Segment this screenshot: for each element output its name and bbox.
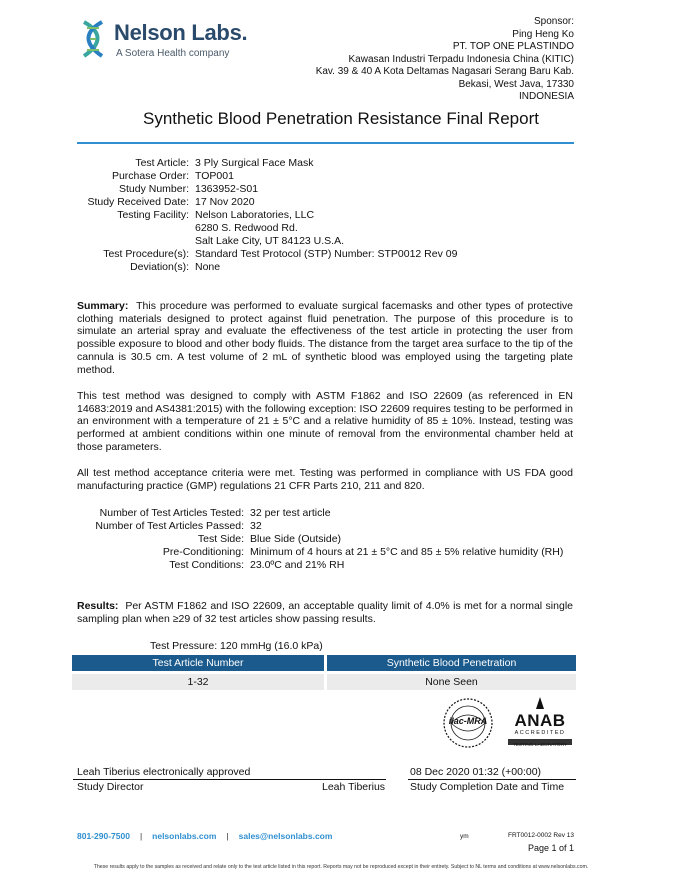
anab-seal bbox=[504, 695, 576, 751]
study-info-row bbox=[40, 222, 457, 235]
test-info-row bbox=[60, 507, 563, 520]
test-pressure: Test Pressure: 120 mmHg (16.0 kPa) bbox=[150, 640, 323, 652]
summary-text: This procedure was performed to evaluate surgical facemasks and other types of protective clothing materials designed to protect against fluid penetration. The purpose of this procedure is to simulate an arterial spray and evaluate the effectiveness of the test article in protecting the user from possible exposure to blood and other body fluids. The distance from the target area surface to the tip of the cannula is 30.5 cm. A test volume of 2 mL of synthetic blood was employed using the targeting plate method. bbox=[77, 300, 573, 376]
test-info-value: Blue Side (Outside) bbox=[250, 533, 342, 545]
test-info-row bbox=[60, 520, 563, 533]
study-info-value: None bbox=[195, 261, 221, 273]
results-text: Per ASTM F1862 and ISO 22609, an acceptable quality limit of 4.0% is met for a normal single sampling plan when ≥29 of 32 test articles show passing results. bbox=[77, 600, 573, 625]
test-info-label: Test Side: bbox=[197, 533, 244, 545]
study-info-value: 1363952-S01 bbox=[195, 183, 259, 195]
test-info-row bbox=[60, 546, 563, 559]
study-info-row bbox=[40, 196, 457, 209]
test-info-value: Minimum of 4 hours at 21 ± 5°C and 85 ± 5% relative humidity (RH) bbox=[250, 546, 564, 558]
study-info-label bbox=[40, 235, 195, 248]
study-info-label: Purchase Order: bbox=[111, 170, 189, 182]
test-info-label: Number of Test Articles Tested: bbox=[99, 507, 244, 519]
accreditation-seals bbox=[442, 695, 576, 755]
column-header: Synthetic Blood Penetration bbox=[327, 655, 576, 671]
footer-phone: 801-290-7500 bbox=[77, 831, 130, 841]
study-info-value: 3 Ply Surgical Face Mask bbox=[195, 157, 314, 169]
results-table-header bbox=[72, 655, 576, 671]
test-info-row bbox=[60, 533, 563, 546]
study-info-label: Test Procedure(s): bbox=[103, 248, 189, 260]
anab-text: ANAB bbox=[514, 711, 566, 730]
table-row bbox=[72, 674, 576, 690]
logo-tagline: A Sotera Health company bbox=[116, 48, 230, 59]
sponsor-line: Kawasan Industri Terpadu Indonesia China (KITIC) bbox=[348, 53, 574, 65]
test-info bbox=[60, 507, 563, 572]
sponsor-line: PT. TOP ONE PLASTINDO bbox=[452, 41, 574, 52]
approval-date: 08 Dec 2020 01:32 (+00:00) bbox=[410, 766, 542, 778]
study-info-value: Standard Test Protocol (STP) Number: STP0012 Rev 09 bbox=[195, 248, 458, 260]
compliance-paragraph: This test method was designed to comply with ASTM F1862 and ISO 22609 (as referenced in EN 14683:2019 and AS4381:2015) with the following exception: ISO 22609 requires testing to be performed in an environment with a temperature of 21 ± 5°C and a relative humidity of 85 ± 10%. Instead, testing was performed at ambient conditions within one minute of removal from the environmental chamber held at those parameters. bbox=[77, 390, 573, 453]
signature-line bbox=[73, 779, 386, 780]
footer-website-link[interactable]: nelsonlabs.com bbox=[152, 831, 217, 841]
study-info-value: Nelson Laboratories, LLC bbox=[195, 209, 315, 221]
sponsor-line: Kav. 39 & 40 A Kota Deltamas Nagasari Serang Baru Kab. bbox=[315, 66, 574, 77]
footer-email-link[interactable]: sales@nelsonlabs.com bbox=[238, 831, 333, 841]
study-info-row bbox=[40, 248, 457, 261]
study-info-label: Test Article: bbox=[135, 157, 189, 169]
study-info-value: 6280 S. Redwood Rd. bbox=[195, 222, 298, 234]
sponsor-block bbox=[316, 16, 574, 104]
sponsor-line: Sponsor: bbox=[533, 16, 574, 27]
study-info-value: TOP001 bbox=[195, 170, 234, 182]
table-cell: 1-32 bbox=[72, 674, 324, 690]
acceptance-paragraph: All test method acceptance criteria were met. Testing was performed in compliance with US FDA good manufacturing practice (GMP) regulations 21 CFR Parts 210, 211 and 820. bbox=[77, 467, 573, 492]
study-info-value: 17 Nov 2020 bbox=[195, 196, 255, 208]
column-header: Test Article Number bbox=[72, 655, 324, 671]
study-info-label: Deviation(s): bbox=[130, 261, 189, 273]
date-line bbox=[408, 779, 576, 780]
ilac-mra-seal bbox=[442, 697, 494, 749]
study-info-label: Study Received Date: bbox=[87, 196, 189, 208]
test-info-row bbox=[60, 559, 563, 572]
test-info-value: 23.0ºC and 21% RH bbox=[250, 559, 345, 571]
ilac-mra-text: ilac-MRA bbox=[448, 716, 488, 726]
completion-label: Study Completion Date and Time bbox=[410, 781, 565, 793]
sponsor-line: INDONESIA bbox=[518, 91, 574, 102]
sponsor-line: Bekasi, West Java, 17330 bbox=[458, 78, 574, 90]
study-info bbox=[40, 157, 457, 274]
test-info-value: 32 bbox=[250, 520, 262, 532]
test-info-label: Test Conditions: bbox=[169, 559, 244, 571]
sponsor-line: Ping Heng Ko bbox=[512, 28, 574, 40]
summary-paragraph bbox=[77, 300, 573, 376]
anab-lab-text: TESTING LABORATORY bbox=[512, 743, 568, 748]
title-divider bbox=[77, 142, 574, 144]
study-director-name: Leah Tiberius bbox=[322, 781, 386, 793]
study-info-row bbox=[40, 209, 457, 222]
study-info-row bbox=[40, 183, 457, 196]
study-info-row bbox=[40, 235, 457, 248]
footer-disclaimer: These results apply to the samples as received and relate only to the test article listed in this report. Reports may not be reproduced except in their entirety. Subject to NL terms and conditions at www.nelsonlabs.com. bbox=[93, 864, 589, 870]
study-info-label: Study Number: bbox=[118, 183, 189, 195]
results-label: Results: bbox=[77, 600, 119, 612]
test-info-label: Pre-Conditioning: bbox=[162, 546, 244, 558]
study-director-label: Study Director bbox=[77, 781, 144, 793]
test-info-label: Number of Test Articles Passed: bbox=[95, 520, 244, 532]
footer-initials: ym bbox=[460, 833, 469, 840]
helix-logo-icon bbox=[76, 18, 112, 62]
table-cell: None Seen bbox=[327, 674, 576, 690]
page-number: Page 1 of 1 bbox=[527, 843, 574, 853]
study-info-row bbox=[40, 261, 457, 274]
results-paragraph bbox=[77, 600, 573, 625]
study-info-label bbox=[40, 222, 195, 235]
approval-text: Leah Tiberius electronically approved bbox=[77, 766, 251, 778]
footer-form-number: FRT0012-0002 Rev 13 bbox=[507, 832, 574, 839]
anab-accredited-text: ACCREDITED bbox=[514, 730, 566, 736]
summary-label: Summary: bbox=[77, 300, 129, 312]
footer-contact: 801-290-7500 | nelsonlabs.com | sales@nelsonlabs.com bbox=[77, 831, 333, 841]
study-info-row bbox=[40, 157, 457, 170]
nelson-labs-logo bbox=[76, 18, 276, 66]
study-info-row bbox=[40, 170, 457, 183]
test-info-value: 32 per test article bbox=[250, 507, 331, 519]
results-table bbox=[72, 655, 576, 690]
study-info-value: Salt Lake City, UT 84123 U.S.A. bbox=[195, 235, 345, 247]
report-title: Synthetic Blood Penetration Resistance Final Report bbox=[143, 109, 539, 128]
logo-name: Nelson Labs. bbox=[114, 20, 248, 45]
study-info-label: Testing Facility: bbox=[117, 209, 189, 221]
